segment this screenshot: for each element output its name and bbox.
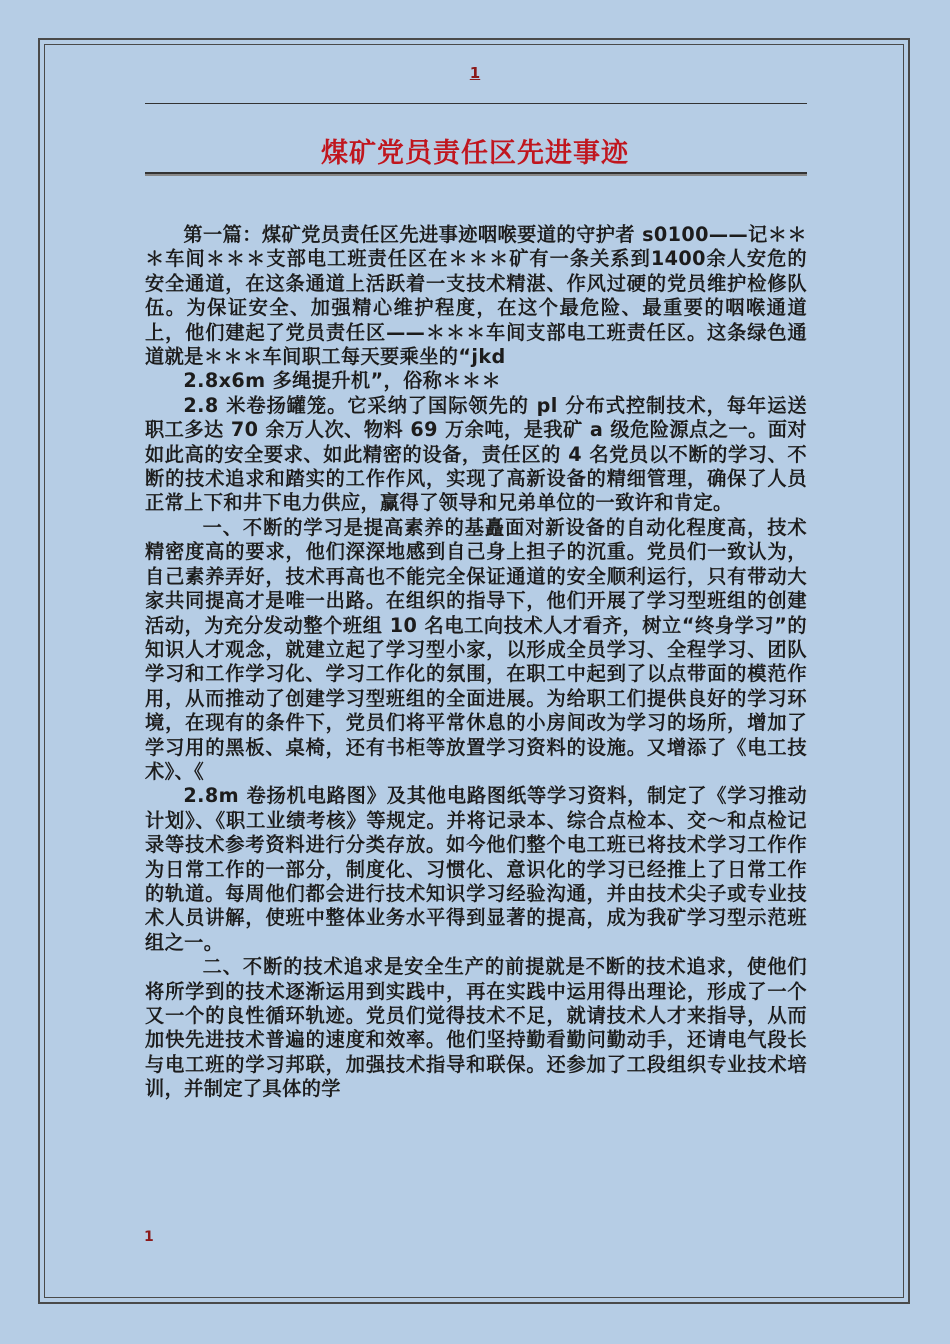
body-paragraph: 2.8x6m 多绳提升机”，俗称＊＊＊ [183,369,502,393]
header-rule [145,103,807,104]
body-paragraph: 第一篇：煤矿党员责任区先进事迹咽喉要道的守护者 s0100——记＊＊＊车间＊＊＊支部电工班责任区在＊＊＊矿有一条关系到1400余人安危的安全通道，在这条通道上活跃着一支技术精湛、作风过硬的党员维护检修队伍。为保证安全、加强精心维护程度，在这个最危险、最重要的咽喉通道上，他们建起了党员责任区——＊＊＊车间支部电工班责任区。这条绿色通道就是＊＊＊车间职工每天要乘坐的“jkd [145,223,807,369]
footer-page-number: 1 [144,1229,154,1245]
header-page-number: 1 [469,64,481,82]
body-paragraph: 一、不断的学习是提高素养的基矗面对新设备的自动化程度高，技术精密度高的要求，他们深深地感到自己身上担子的沉重。党员们一致认为，自己素养弄好，技术再高也不能完全保证通道的安全顺利运行，只有带动大家共同提高才是唯一出路。在组织的指导下，他们开展了学习型班组的创建活动，为充分发动整个班组 10 名电工向技术人才看齐，树立“终身学习”的知识人才观念，就建立起了学习型小家，以形成全员学习、全程学习、团队学习和工作学习化、学习工作化的氛围，在职工中起到了以点带面的模范作用，从而推动了创建学习型班组的全面进展。为给职工们提供良好的学习环境，在现有的条件下，党员们将平常休息的小房间改为学习的场所，增加了学习用的黑板、桌椅，还有书柜等放置学习资料的设施。又增添了《电工技术》、《 [145,515,807,783]
body-paragraph: 2.8 米卷扬罐笼。它采纳了国际领先的 pl 分布式控制技术，每年运送职工多达 70 余万人次、物料 69 万余吨，是我矿 a 级危险源点之一。面对如此高的安全要求、如此精密的设备，责任区的 4 名党员以不断的学习、不断的技术追求和踏实的工作作风，实现了高新设备的精细管理，确保了人员正常上下和井下电力供应，赢得了领导和兄弟单位的一致许和肯定。 [145,393,807,515]
body-paragraph: 2.8m 卷扬机电路图》及其他电路图纸等学习资料，制定了《学习推动计划》、《职工业绩考核》等规定。并将记录本、综合点检本、交～和点检记录等技术参考资料进行分类存放。如今他们整个电工班已将技术学习工作作为日常工作的一部分，制度化、习惯化、意识化的学习已经推上了日常工作的轨道。每周他们都会进行技术知识学习经验沟通，并由技术尖子或专业技术人员讲解，使班中整体业务水平得到显著的提高，成为我矿学习型示范班组之一。 [145,784,807,954]
body-paragraph: 二、不断的技术追求是安全生产的前提就是不断的技术追求，使他们将所学到的技术逐渐运用到实践中，再在实践中运用得出理论，形成了一个又一个的良性循环轨迹。党员们觉得技术不足，就请技术人才来指导，从而加快先进技术普遍的速度和效率。他们坚持勤看勤问勤动手，还请电气段长与电工班的学习邦联，加强技术指导和联保。还参加了工段组织专业技术培训，并制定了具体的学 [145,955,807,1101]
document-body [145,223,807,1102]
document-title: 煤矿党员责任区先进事迹 [321,138,629,169]
title-underline [145,172,807,174]
